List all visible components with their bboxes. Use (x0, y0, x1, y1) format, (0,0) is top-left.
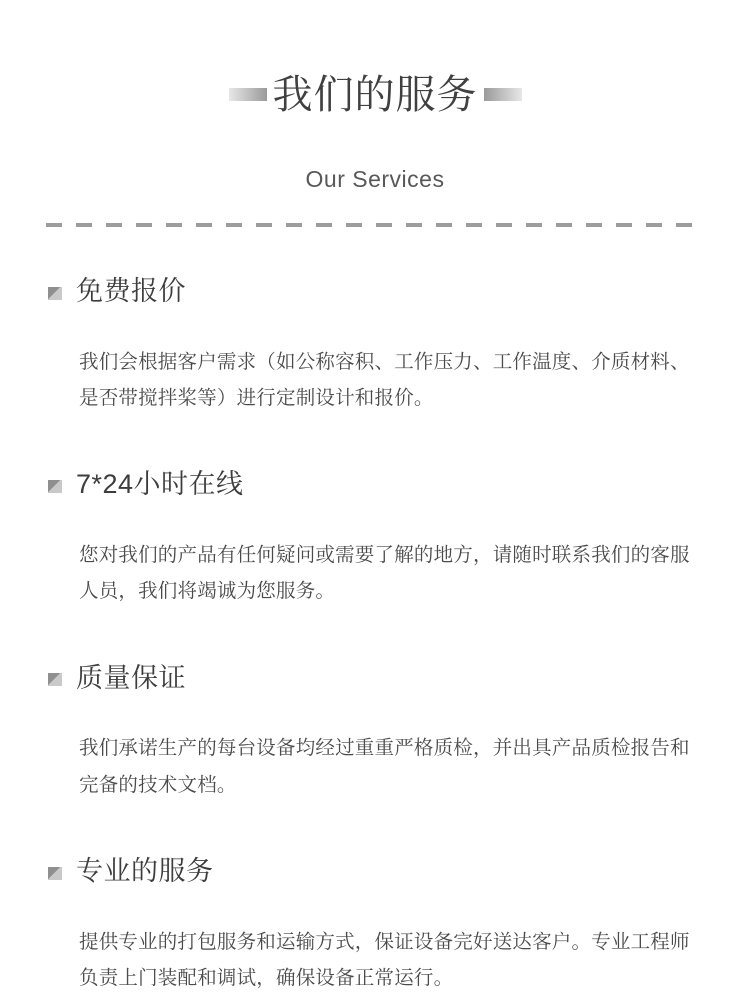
service-title: 质量保证 (76, 662, 186, 693)
title-decor-right-icon (484, 88, 522, 101)
page-title: 我们的服务 (272, 72, 478, 117)
square-bullet-icon (48, 287, 62, 300)
list-item (48, 639, 702, 802)
service-heading (48, 253, 702, 330)
service-title: 专业的服务 (76, 855, 214, 886)
page-subtitle: Our Services (305, 165, 445, 192)
service-title: 7*24小时在线 (76, 469, 244, 500)
square-bullet-icon (48, 673, 62, 686)
service-body: 提供专业的打包服务和运输方式，保证设备完好送达客户。专业工程师负责上门装配和调试，确保设备正常运行。 (79, 930, 690, 989)
dashed-divider (46, 223, 704, 227)
service-heading (48, 833, 702, 910)
title-decor-left-icon (229, 88, 267, 101)
page-header (0, 0, 750, 193)
service-heading (48, 639, 702, 716)
square-bullet-icon (48, 867, 62, 880)
service-body: 您对我们的产品有任何疑问或需要了解的地方，请随时联系我们的客服人员，我们将竭诚为您服务。 (79, 544, 690, 603)
service-title: 免费报价 (76, 276, 186, 306)
list-item (48, 446, 702, 609)
list-item (48, 833, 702, 996)
services-list (0, 253, 750, 996)
list-item (48, 253, 702, 416)
service-body: 我们会根据客户需求（如公称容积、工作压力、工作温度、介质材料、是否带搅拌桨等）进行定制设计和报价。 (79, 350, 690, 409)
service-body: 我们承诺生产的每台设备均经过重重严格质检，并出具产品质检报告和完备的技术文档。 (79, 737, 690, 796)
square-bullet-icon (48, 480, 62, 493)
service-heading (48, 446, 702, 523)
title-row (229, 48, 522, 142)
